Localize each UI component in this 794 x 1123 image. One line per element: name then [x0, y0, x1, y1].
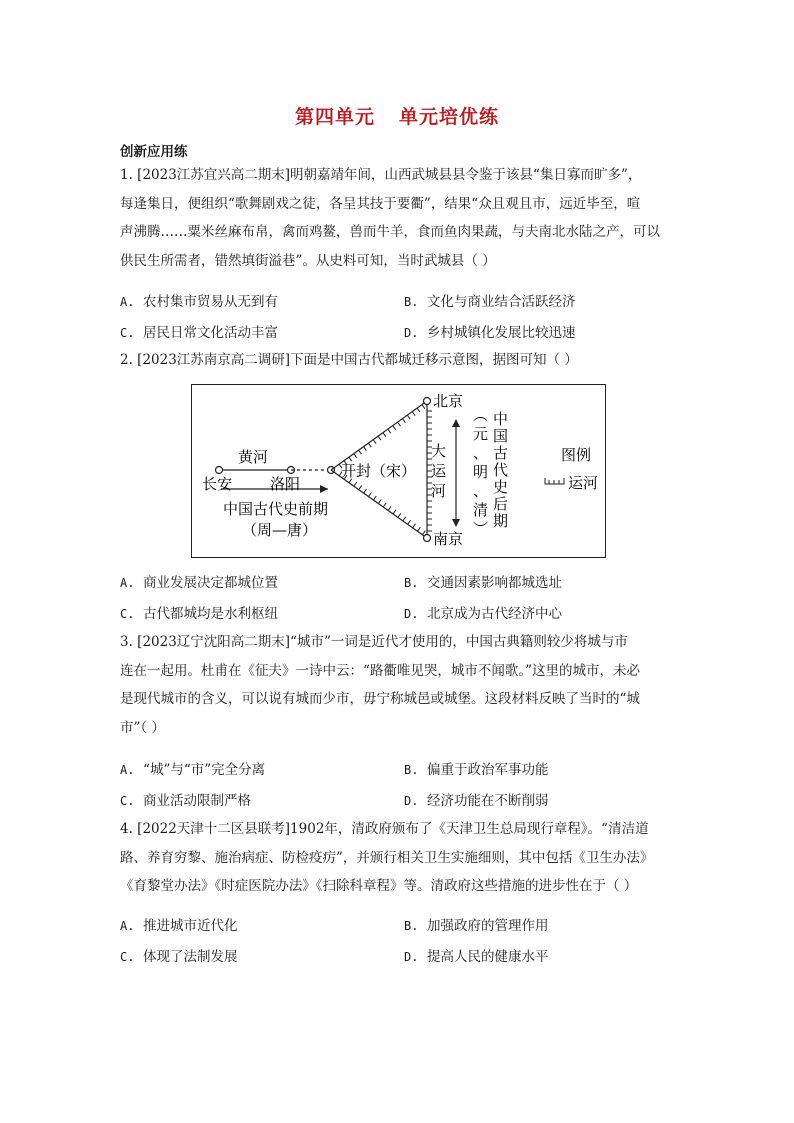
- unit-title-part2: 单元培优练: [399, 106, 500, 128]
- option-label: B.: [404, 295, 419, 309]
- option-label: A.: [120, 763, 135, 777]
- option-label: B.: [404, 576, 419, 590]
- beijing-node: [424, 398, 431, 405]
- label-late-period: 中国古代史后期: [493, 410, 509, 530]
- question-2-option-a[interactable]: [120, 571, 278, 591]
- label-nanjing: 南京: [433, 530, 464, 548]
- question-2-option-c[interactable]: [120, 602, 278, 622]
- question-4-line: 路、养育穷黎、施治病症、防检疫疠”，并颁行相关卫生实施细则，其中包括《卫生办法》: [120, 849, 654, 866]
- option-label: C.: [120, 950, 135, 964]
- option-label: D.: [404, 950, 419, 964]
- label-luoyang: 洛阳: [270, 475, 301, 493]
- question-2-stem: [120, 346, 680, 375]
- label-grand-canal: 大运河: [431, 442, 447, 500]
- unit-title-part1: 第四单元: [294, 106, 375, 128]
- option-label: C.: [120, 326, 135, 340]
- question-2-line: 2. [2023江苏南京高二调研]下面是中国古代都城迁移示意图，据图可知（ ）: [120, 352, 578, 368]
- legend-title: 图例: [561, 446, 592, 464]
- option-text: 推进城市近代化: [143, 918, 238, 934]
- question-4-line: 《育黎堂办法》《时症医院办法》《扫除科章程》等。清政府这些措施的进步性在于（ ）: [120, 878, 638, 894]
- question-3-line: 3. [2023辽宁沈阳高二期末]“城市”一词是近代才使用的，中国古典籍则较少将城与市: [120, 634, 628, 650]
- option-text: 北京成为古代经济中心: [427, 606, 563, 622]
- option-text: 提高人民的健康水平: [427, 949, 549, 965]
- option-label: A.: [120, 295, 135, 309]
- option-text: 文化与商业结合活跃经济: [427, 294, 576, 310]
- option-text: 交通因素影响都城选址: [427, 575, 563, 591]
- question-3-line: 连在一起用。杜甫在《征夫》一诗中云：“路衢唯见哭，城市不闻歌。”这里的城市，未必: [120, 662, 641, 679]
- label-huanghe: 黄河: [238, 448, 269, 466]
- question-3-line: 市”（ ）: [120, 719, 165, 736]
- question-1-stem: [120, 161, 680, 275]
- question-4-stem: [120, 815, 680, 901]
- label-kaifeng: 开封（宋）: [341, 462, 417, 480]
- question-4-option-b[interactable]: [404, 914, 549, 934]
- option-label: A.: [120, 919, 135, 933]
- question-3-option-b[interactable]: [404, 758, 549, 778]
- option-label: D.: [404, 326, 419, 340]
- question-3-line: 是现代城市的含义，可以说有城而少市，毋宁称城邑或城堡。这段材料反映了当时的“城: [120, 691, 640, 707]
- label-late-dynasties: ︵元、明、清︶: [473, 406, 489, 538]
- question-2-option-d[interactable]: [404, 602, 562, 622]
- question-3-stem: [120, 628, 680, 742]
- option-text: 居民日常文化活动丰富: [143, 325, 279, 341]
- question-4-line: 4. [2022天津十二区县联考]1902年，清政府颁布了《天津卫生总局现行章程》。“清洁道: [120, 821, 649, 837]
- section-heading: 创新应用练: [120, 144, 188, 160]
- question-1-line: 声沸腾……粟米丝麻布帛，禽而鸡鳌，兽而牛羊，食而鱼肉果蔬，与夫南北水陆之产，可以: [120, 224, 660, 240]
- changan-node: [216, 467, 223, 474]
- label-early-period: 中国古代史前期: [223, 500, 329, 518]
- option-text: 商业发展决定都城位置: [143, 575, 279, 591]
- option-text: 古代都城均是水利枢纽: [143, 606, 279, 622]
- question-1-option-b[interactable]: [404, 290, 576, 310]
- nanjing-node: [424, 535, 431, 542]
- capital-migration-diagram: [191, 384, 606, 558]
- question-4-option-a[interactable]: [120, 914, 238, 934]
- label-beijing: 北京: [433, 392, 464, 410]
- option-text: 乡村城镇化发展比较迅速: [427, 325, 576, 341]
- option-label: C.: [120, 794, 135, 808]
- option-label: A.: [120, 576, 135, 590]
- question-1-line: 每逢集日，便组织“歌舞剧戏之徒，各呈其技于要衢”，结果“众且观且市，远近毕至，喧: [120, 195, 641, 212]
- option-text: 加强政府的管理作用: [427, 918, 549, 934]
- question-4-option-d[interactable]: [404, 945, 549, 965]
- question-1-option-d[interactable]: [404, 321, 576, 341]
- label-changan: 长安: [202, 475, 233, 493]
- legend-item: 运河: [568, 474, 599, 492]
- question-1-line: 1. [2023江苏宜兴高二期末]明朝嘉靖年间，山西武城县县令鉴于该县“集日寡而旷多”，: [120, 167, 642, 183]
- question-2-option-b[interactable]: [404, 571, 562, 591]
- label-early-dynasties: （周—唐）: [242, 521, 318, 539]
- option-text: 农村集市贸易从无到有: [143, 294, 279, 310]
- question-1-line: 供民生所需者，错然填街溢巷”。从史料可知，当时武城县（ ）: [120, 252, 496, 269]
- legend-canal-symbol: [545, 478, 564, 484]
- unit-title: [0, 102, 794, 129]
- question-1-option-c[interactable]: [120, 321, 278, 341]
- option-text: 偏重于政治军事功能: [427, 762, 549, 778]
- option-text: 商业活动限制严格: [143, 793, 252, 809]
- option-label: B.: [404, 919, 419, 933]
- question-3-option-a[interactable]: [120, 758, 265, 778]
- option-label: D.: [404, 607, 419, 621]
- option-label: B.: [404, 763, 419, 777]
- question-1-option-a[interactable]: [120, 290, 278, 310]
- option-label: C.: [120, 607, 135, 621]
- question-3-option-d[interactable]: [404, 789, 549, 809]
- option-label: D.: [404, 794, 419, 808]
- option-text: 经济功能在不断削弱: [427, 793, 549, 809]
- option-text: 体现了法制发展: [143, 949, 238, 965]
- option-text: “城”与“市”完全分离: [143, 762, 266, 778]
- question-4-option-c[interactable]: [120, 945, 238, 965]
- question-3-option-c[interactable]: [120, 789, 251, 809]
